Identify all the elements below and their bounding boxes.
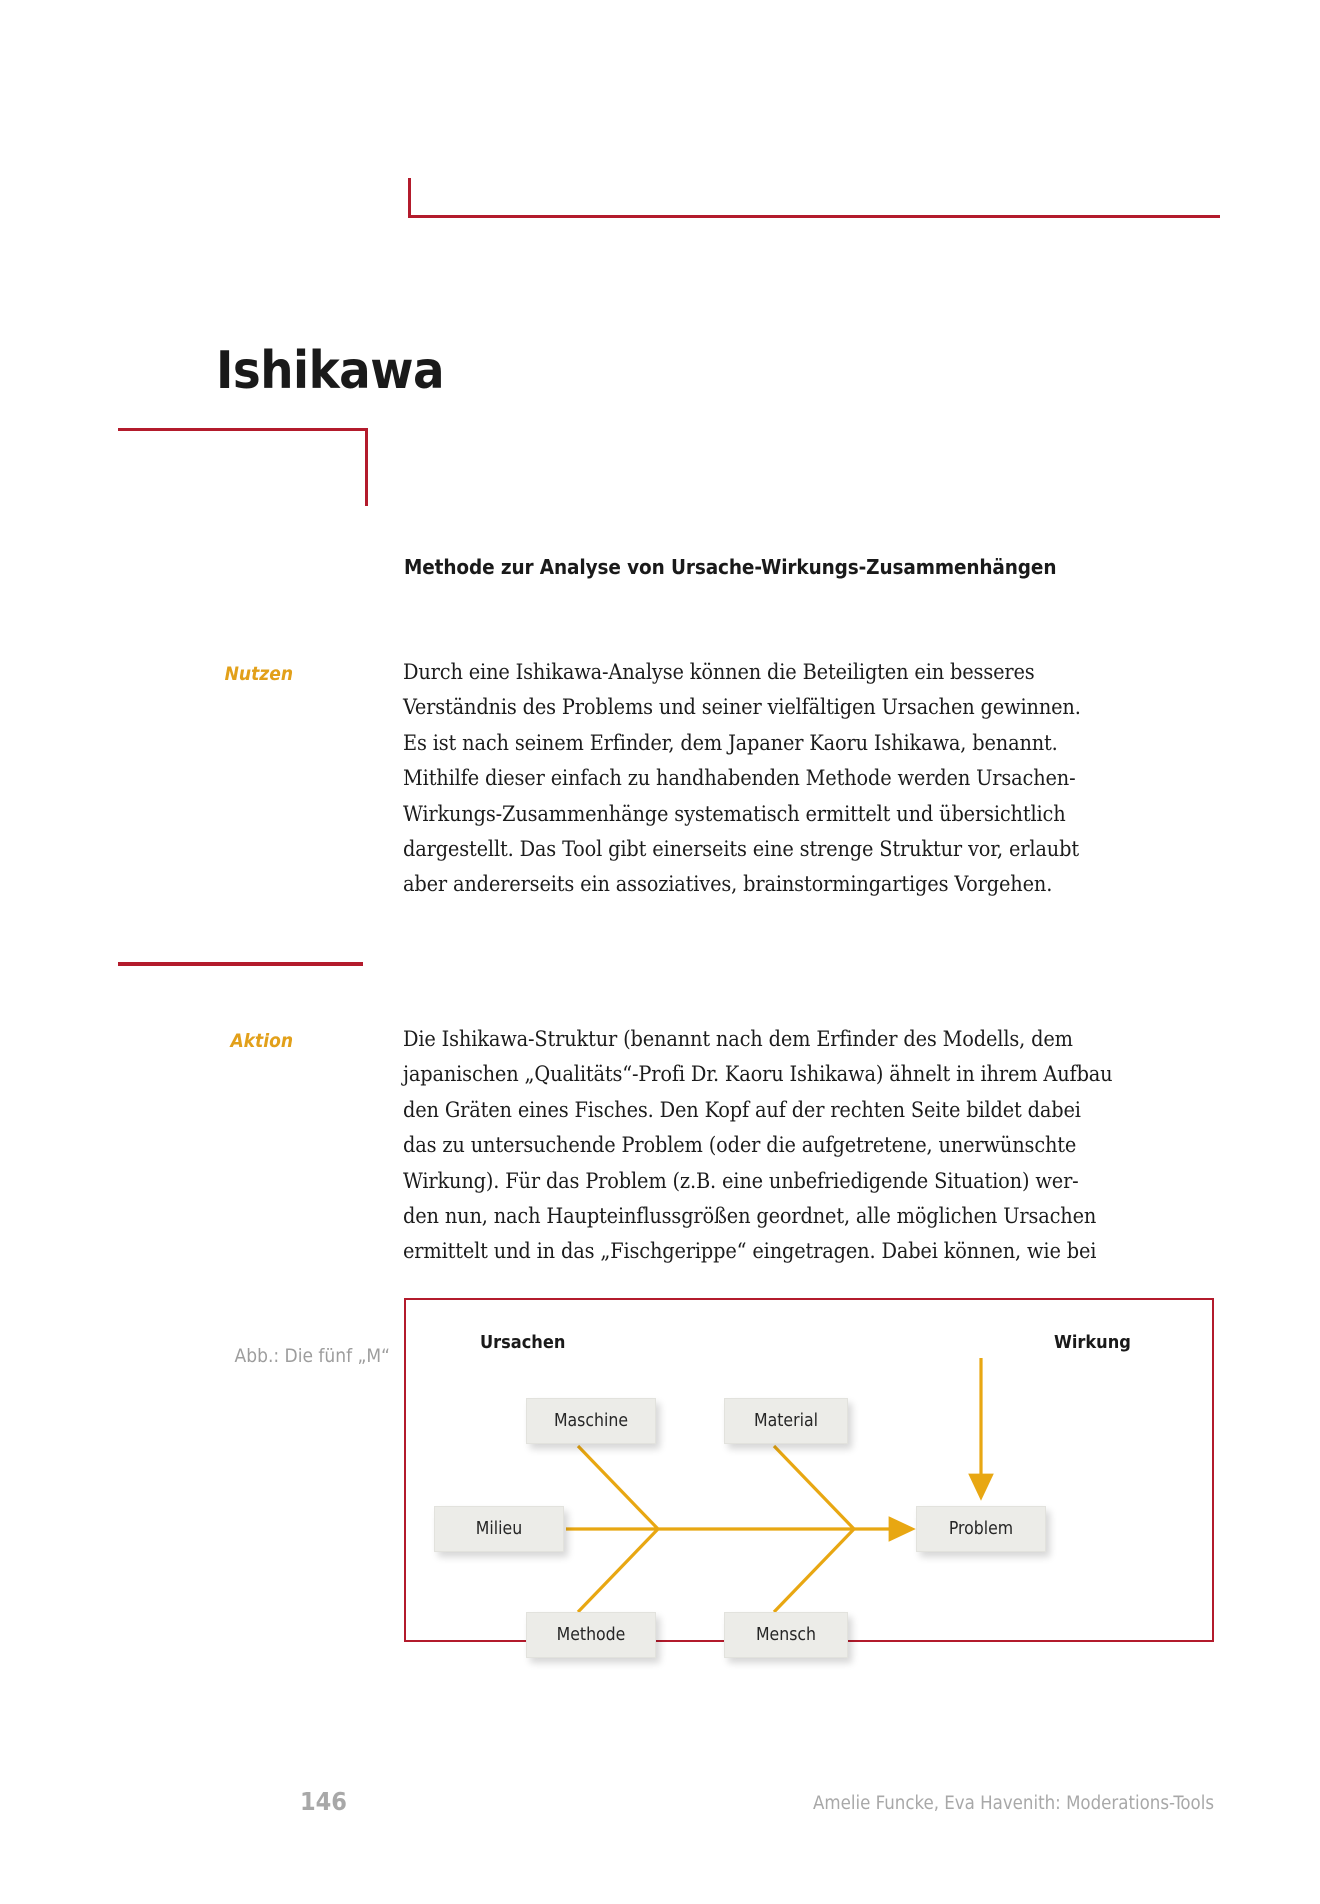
bracket-horizontal-rule bbox=[408, 215, 1220, 218]
node-milieu: Milieu bbox=[434, 1506, 564, 1552]
body-line: japanischen „Qualitäts“-Profi Dr. Kaoru Ishikawa) ähnelt in ihrem Aufbau bbox=[403, 1062, 1113, 1088]
figure-heading-ursachen: Ursachen bbox=[480, 1332, 566, 1353]
body-line: Wirkungs-Zusammenhänge systematisch ermittelt und übersichtlich bbox=[403, 801, 1066, 827]
body-line: aber andererseits ein assoziatives, brainstormingartiges Vorgehen. bbox=[403, 872, 1053, 898]
body-line: den Gräten eines Fisches. Den Kopf auf der rechten Seite bildet dabei bbox=[403, 1097, 1081, 1123]
body-line: Die Ishikawa-Struktur (benannt nach dem Erfinder des Modells, dem bbox=[403, 1027, 1073, 1052]
bracket-vertical-rule bbox=[365, 428, 368, 506]
page-number: 146 bbox=[300, 1787, 347, 1816]
ishikawa-figure bbox=[404, 1298, 1214, 1645]
bracket-vertical-rule bbox=[408, 178, 411, 218]
body-line: den nun, nach Haupteinflussgrößen geordnet, alle möglichen Ursachen bbox=[403, 1204, 1097, 1230]
node-problem: Problem bbox=[916, 1506, 1046, 1552]
node-methode: Methode bbox=[526, 1612, 656, 1658]
body-line: Mithilfe dieser einfach zu handhabenden Methode werden Ursachen- bbox=[403, 766, 1076, 792]
node-maschine: Maschine bbox=[526, 1398, 656, 1444]
body-line: Durch eine Ishikawa-Analyse können die Beteiligten ein besseres bbox=[403, 660, 1035, 685]
body-line: das zu untersuchende Problem (oder die aufgetretene, unerwünschte bbox=[403, 1133, 1077, 1159]
body-line: Verständnis des Problems und seiner vielfältigen Ursachen gewinnen. bbox=[403, 695, 1081, 721]
page-subtitle: Methode zur Analyse von Ursache-Wirkungs-Zusammenhängen bbox=[404, 555, 1057, 579]
page-title: Ishikawa bbox=[216, 340, 445, 401]
figure-heading-wirkung: Wirkung bbox=[1054, 1332, 1131, 1353]
node-material: Material bbox=[724, 1398, 848, 1444]
section-body-aktion bbox=[403, 1022, 1233, 1270]
footer-credit: Amelie Funcke, Eva Havenith: Moderations-Tools bbox=[813, 1793, 1214, 1814]
body-line: Es ist nach seinem Erfinder, dem Japaner Kaoru Ishikawa, benannt. bbox=[403, 730, 1058, 756]
body-line: Wirkung). Für das Problem (z.B. eine unbefriedigende Situation) wer- bbox=[403, 1168, 1079, 1194]
section-label-aktion: Aktion bbox=[230, 1030, 293, 1052]
figure-caption: Abb.: Die fünf „M“ bbox=[234, 1345, 390, 1367]
rib-material bbox=[774, 1446, 854, 1529]
rib-maschine bbox=[578, 1446, 658, 1529]
body-line: dargestellt. Das Tool gibt einerseits eine strenge Struktur vor, erlaubt bbox=[403, 837, 1079, 863]
figure-inner bbox=[406, 1300, 1212, 1645]
top-red-bracket bbox=[408, 178, 1220, 218]
rib-mensch bbox=[774, 1529, 854, 1612]
bracket-horizontal-rule bbox=[118, 428, 368, 431]
mid-red-bracket bbox=[118, 428, 368, 506]
node-mensch: Mensch bbox=[724, 1612, 848, 1658]
section-divider-rule bbox=[118, 962, 363, 966]
body-line: ermittelt und in das „Fischgerippe“ eingetragen. Dabei können, wie bei bbox=[403, 1239, 1097, 1265]
rib-methode bbox=[578, 1529, 658, 1612]
section-body-nutzen bbox=[403, 655, 1233, 903]
section-label-nutzen: Nutzen bbox=[224, 663, 293, 685]
